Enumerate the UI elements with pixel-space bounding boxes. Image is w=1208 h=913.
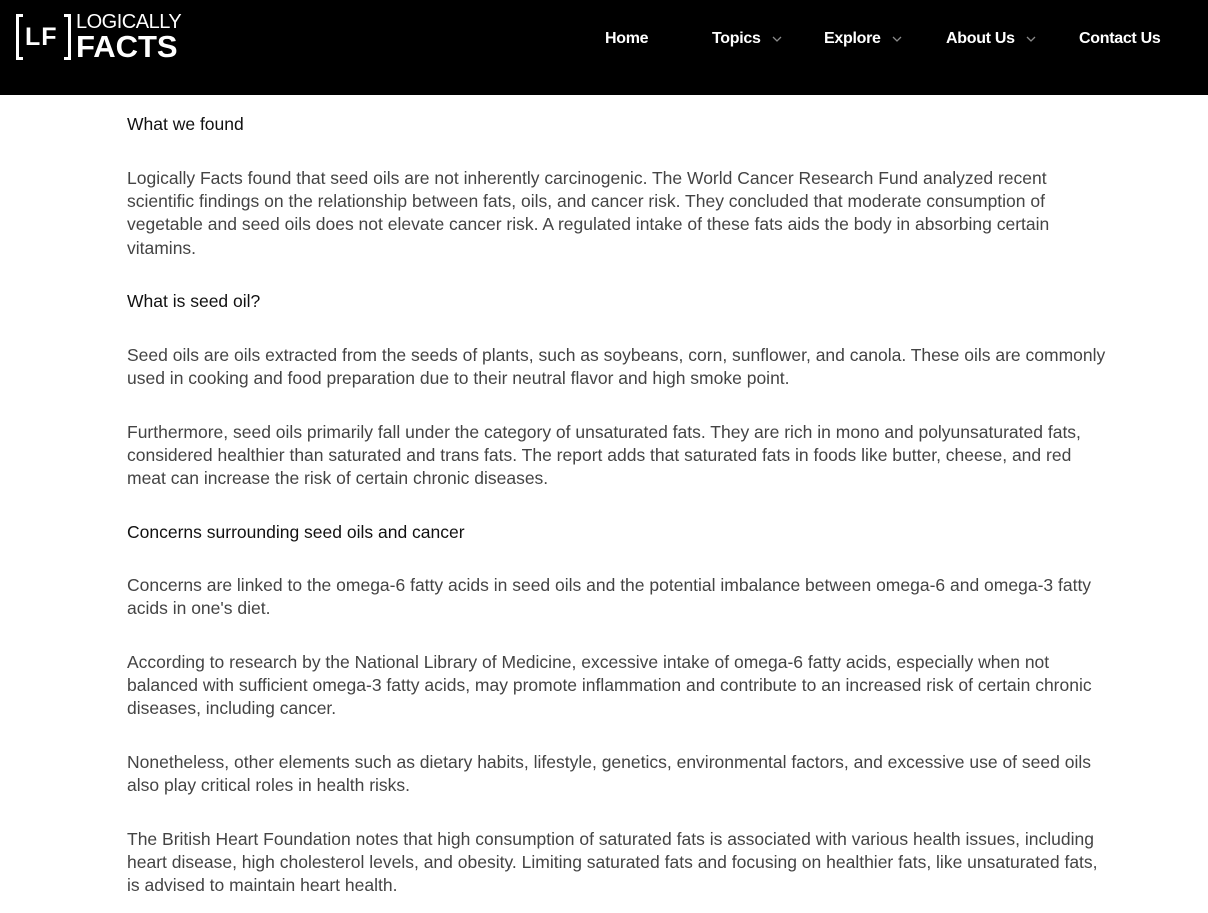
site-header xyxy=(0,0,1208,95)
paragraph-seed-oil-definition: Seed oils are oils extracted from the seeds of plants, such as soybeans, corn, sunflower, and canola. These oils are commonly used in cooking and food preparation due to their neutral flavor and high smoke point. xyxy=(127,345,1106,389)
nav-about-us-label: About Us xyxy=(946,30,1015,47)
chevron-down-icon xyxy=(891,33,903,45)
paragraph-omega-imbalance: Concerns are linked to the omega-6 fatty acids in seed oils and the potential imbalance between omega-6 and omega-3 fatty acids in one's diet. xyxy=(127,575,1092,619)
logo-bracket-left xyxy=(16,14,23,60)
section-heading-what-is-seed-oil: What is seed oil? xyxy=(127,291,261,311)
logo-wordmark xyxy=(76,12,181,62)
nav-explore-label: Explore xyxy=(824,30,881,47)
site-logo[interactable] xyxy=(14,12,181,64)
nav-topics-label: Topics xyxy=(712,30,761,47)
nav-contact-us[interactable] xyxy=(1079,30,1160,48)
logo-line-2: FACTS xyxy=(76,29,178,64)
nav-topics[interactable] xyxy=(712,30,783,48)
logo-line-1: LOGICALLY xyxy=(76,11,182,33)
section-heading-what-we-found: What we found xyxy=(127,114,244,134)
nav-contact-us-label: Contact Us xyxy=(1079,30,1161,47)
logo-monogram: LF xyxy=(25,23,58,51)
chevron-down-icon xyxy=(771,33,783,45)
paragraph-findings: Logically Facts found that seed oils are not inherently carcinogenic. The World Cancer Research Fund analyzed recent scientific findings on the relationship between fats, oils, and cancer risk. They concluded that moderate consumption of vegetable and seed oils does not elevate cancer risk. A regulated intake of these fats aids the body in absorbing certain vitamins. xyxy=(127,168,1050,258)
chevron-down-icon xyxy=(1025,33,1037,45)
nav-home-label: Home xyxy=(605,30,649,47)
paragraph-other-factors: Nonetheless, other elements such as dietary habits, lifestyle, genetics, environmental factors, and excessive use of seed oils also play critical roles in health risks. xyxy=(127,752,1091,796)
paragraph-nlm-research: According to research by the National Library of Medicine, excessive intake of omega-6 fatty acids, especially when not balanced with sufficient omega-3 fatty acids, may promote inflammation and contribute to an increased risk of certain chronic diseases, including cancer. xyxy=(127,652,1092,719)
paragraph-unsaturated-fats: Furthermore, seed oils primarily fall under the category of unsaturated fats. They are rich in mono and polyunsaturated fats, considered healthier than saturated and trans fats. The report adds that saturated fats in foods like butter, cheese, and red meat can increase the risk of certain chronic diseases. xyxy=(127,422,1081,489)
nav-home[interactable] xyxy=(605,30,648,48)
logo-mark xyxy=(14,13,74,63)
logo-bracket-right xyxy=(64,14,71,60)
nav-about-us[interactable] xyxy=(946,30,1037,48)
section-heading-concerns: Concerns surrounding seed oils and cancer xyxy=(127,522,465,542)
paragraph-bhf-notes: The British Heart Foundation notes that high consumption of saturated fats is associated with various health issues, including heart disease, high cholesterol levels, and obesity. Limiting saturated fats and focusing on healthier fats, like unsaturated fats, is advised to maintain heart health. xyxy=(127,829,1098,896)
nav-explore[interactable] xyxy=(824,30,903,48)
